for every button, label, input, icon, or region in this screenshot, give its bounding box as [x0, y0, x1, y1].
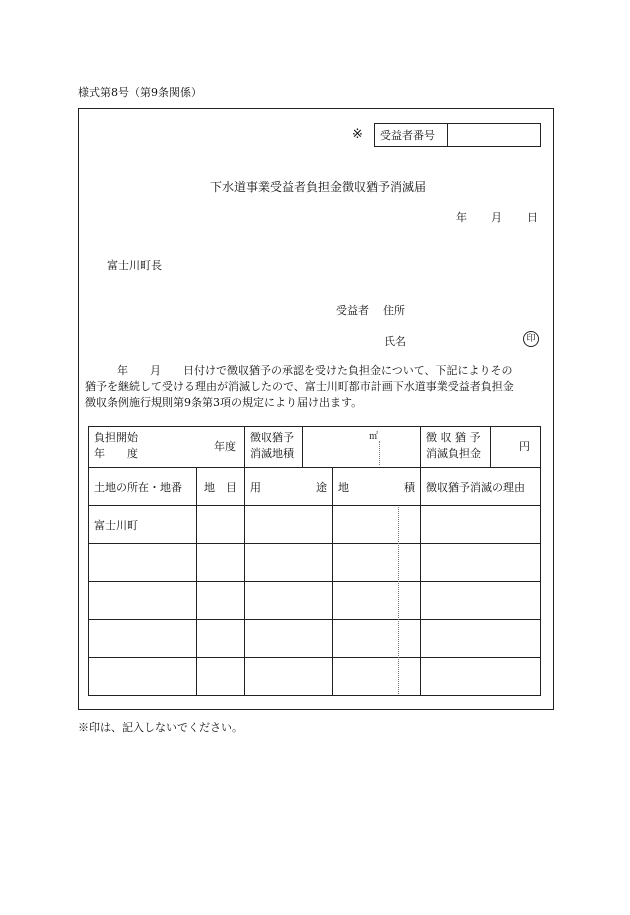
amount-label-2: 消滅負担金: [426, 447, 481, 460]
table-row: [89, 582, 541, 620]
receipt-mark: ※: [352, 127, 363, 142]
row-location[interactable]: 富士川町: [89, 506, 197, 544]
area-input[interactable]: [303, 427, 420, 467]
amount-unit[interactable]: 円: [519, 440, 530, 453]
footnote: ※印は、記入しないでください。: [78, 721, 243, 734]
name-label: 氏名: [384, 335, 406, 348]
addressee: 富士川町長: [107, 259, 162, 272]
summary-row: [89, 427, 541, 468]
row-use[interactable]: [245, 544, 333, 582]
area-dotted-divider: [398, 507, 399, 694]
row-land-category[interactable]: [197, 658, 245, 696]
body-line-2: 猶予を継続して受ける理由が消滅したので、富士川町都市計画下水道事業受益者負担金: [85, 380, 514, 393]
form-number: 様式第8号（第9条関係）: [78, 86, 202, 99]
row-reason[interactable]: [421, 582, 541, 620]
row-area[interactable]: [333, 506, 421, 544]
summary-amount: [421, 427, 541, 468]
body-line-3: 徴収条例施行規則第9条第3項の規定により届け出ます。: [85, 396, 363, 409]
row-reason[interactable]: [421, 620, 541, 658]
header-use-2: 途: [316, 480, 327, 494]
receipt-number-label: 受益者番号: [375, 124, 448, 147]
date-day: 日: [527, 211, 538, 224]
header-use-1: 用: [250, 480, 261, 494]
area-label-1: 徴収猶予: [250, 431, 294, 444]
amount-label-1: 徴 収 猶 予: [426, 431, 481, 444]
summary-area: [245, 427, 421, 468]
row-land-category[interactable]: [197, 620, 245, 658]
start-year-label-2: 年 度: [94, 447, 138, 460]
row-area[interactable]: [333, 658, 421, 696]
date-month: 月: [491, 211, 502, 224]
table-row: [89, 620, 541, 658]
year-unit: 年度: [214, 440, 236, 453]
row-use[interactable]: [245, 620, 333, 658]
row-use[interactable]: [245, 582, 333, 620]
row-area[interactable]: [333, 582, 421, 620]
summary-start-year: [89, 427, 245, 468]
header-area: [333, 468, 421, 506]
applicant-role: 受益者: [336, 304, 369, 317]
row-location[interactable]: [89, 658, 197, 696]
table-row: [89, 506, 541, 544]
row-reason[interactable]: [421, 544, 541, 582]
receipt-number-box: [374, 123, 541, 147]
form-title: 下水道事業受益者負担金徴収猶予消滅届: [210, 180, 427, 194]
row-land-category[interactable]: [197, 506, 245, 544]
row-reason[interactable]: [421, 506, 541, 544]
body-line-1: 年 月 日付けで徴収猶予の承認を受けた負担金について、下記によりその: [117, 364, 513, 377]
row-location[interactable]: [89, 544, 197, 582]
receipt-number-field[interactable]: [448, 124, 541, 147]
row-use[interactable]: [245, 658, 333, 696]
row-reason[interactable]: [421, 658, 541, 696]
seal-mark: 印: [523, 331, 539, 347]
table-row: [89, 544, 541, 582]
table-row: [89, 658, 541, 696]
address-label: 住所: [383, 304, 405, 317]
header-land-category: 地 目: [197, 468, 245, 506]
area-unit: ㎡: [368, 432, 378, 442]
row-area[interactable]: [333, 620, 421, 658]
header-area-1: 地: [338, 480, 349, 494]
date-year: 年: [456, 211, 467, 224]
row-land-category[interactable]: [197, 544, 245, 582]
header-location: 土地の所在・地番: [89, 468, 197, 506]
details-table: [88, 426, 541, 696]
row-location[interactable]: [89, 620, 197, 658]
row-area[interactable]: [333, 544, 421, 582]
header-area-2: 積: [404, 480, 415, 494]
start-year-label-1: 負担開始: [94, 431, 138, 444]
header-reason: 徴収猶予消滅の理由: [421, 468, 541, 506]
row-use[interactable]: [245, 506, 333, 544]
row-location[interactable]: [89, 582, 197, 620]
header-row: [89, 468, 541, 506]
header-use: [245, 468, 333, 506]
area-label-2: 消滅地積: [250, 447, 294, 460]
row-land-category[interactable]: [197, 582, 245, 620]
